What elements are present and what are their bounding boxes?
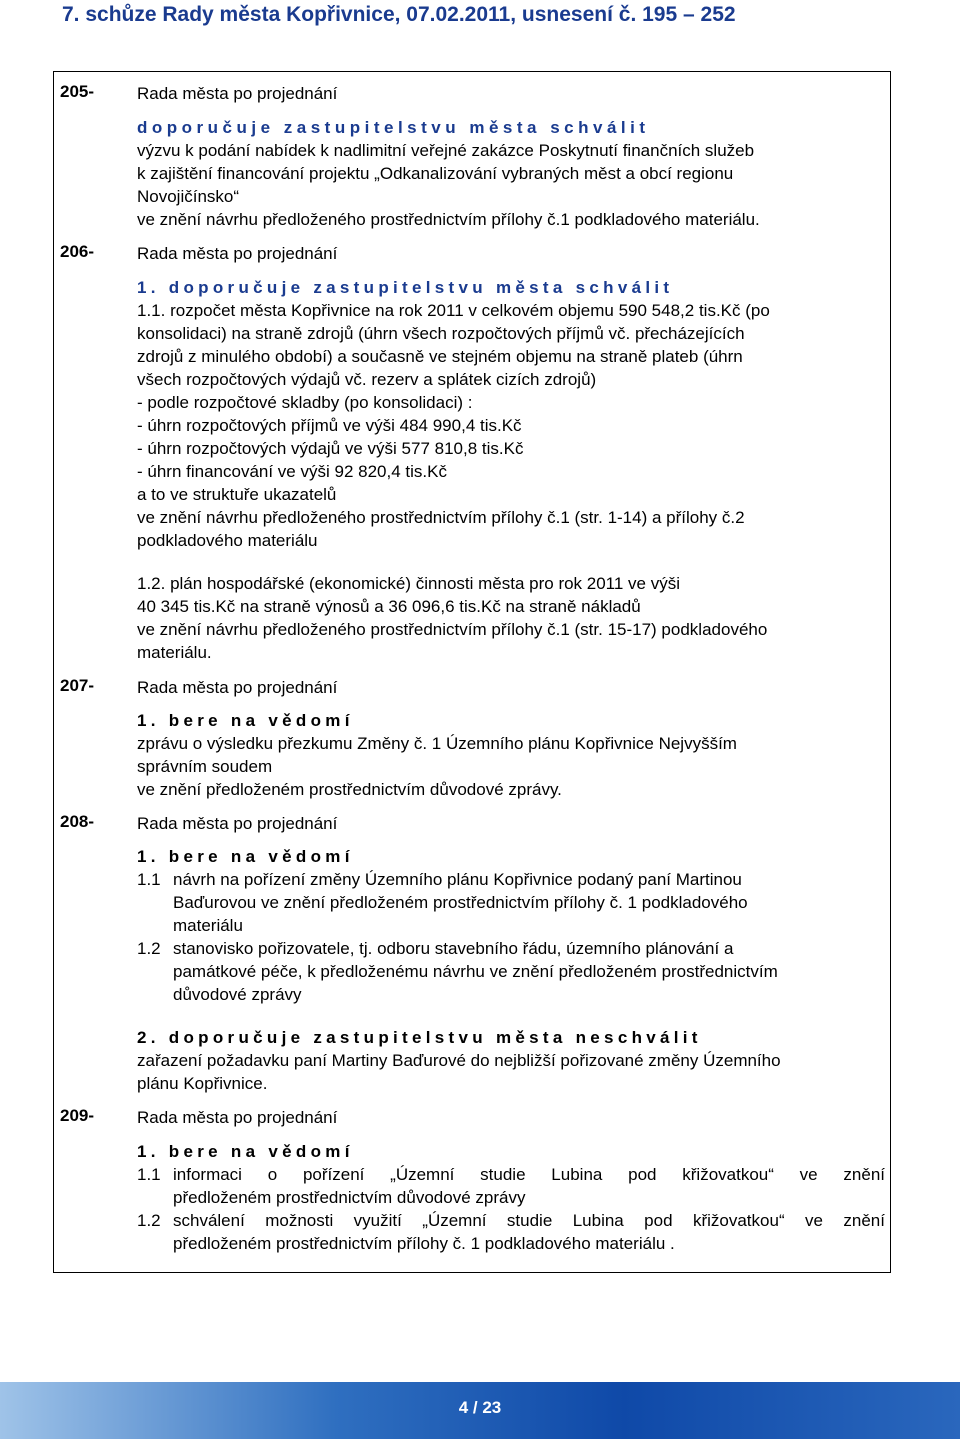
resolution-heading: 1. bere na vědomí (137, 711, 354, 730)
text-line: ve znění předloženém prostřednictvím důvodové zprávy. (137, 780, 562, 799)
page-title: 7. schůze Rady města Kopřivnice, 07.02.2011, usnesení č. 195 – 252 (62, 3, 736, 26)
text-line: a to ve struktuře ukazatelů (137, 485, 337, 504)
resolution-heading: 2. doporučuje zastupitelstvu města neschválit (137, 1028, 702, 1047)
text-line: ve znění návrhu předloženého prostřednictvím přílohy č.1 (str. 1-14) a přílohy č.2 (137, 508, 745, 527)
text-line: stanovisko pořizovatele, tj. odboru stavebního řádu, územního plánování a (173, 939, 734, 958)
text-line: konsolidaci) na straně zdrojů (úhrn všech rozpočtových příjmů vč. přecházejících (137, 324, 745, 343)
text-line: materiálu. (137, 643, 212, 662)
resolution-heading: 1. doporučuje zastupitelstvu města schválit (137, 278, 674, 297)
item-number: 1.1 (137, 1165, 161, 1184)
text-line: schválení možnosti využití „Územní studie Lubina pod křižovatkou“ ve znění (173, 1211, 885, 1230)
resolution-intro: Rada města po projednání (137, 678, 338, 697)
resolution-number: 208- (60, 812, 95, 831)
text-line: Baďurovou ve znění předloženém prostřednictvím přílohy č. 1 podkladového (173, 893, 748, 912)
text-line: - úhrn financování ve výši 92 820,4 tis.Kč (137, 462, 447, 481)
resolution-number: 209- (60, 1106, 95, 1125)
resolution-intro: Rada města po projednání (137, 814, 338, 833)
text-line: ve znění návrhu předloženého prostřednictvím přílohy č.1 podkladového materiálu. (137, 210, 760, 229)
resolution-intro: Rada města po projednání (137, 84, 338, 103)
item-number: 1.1 (137, 870, 161, 889)
text-line: materiálu (173, 916, 243, 935)
text-line: 1.1. rozpočet města Kopřivnice na rok 2011 v celkovém objemu 590 548,2 tis.Kč (po (137, 301, 770, 320)
text-line: - úhrn rozpočtových výdajů ve výši 577 810,8 tis.Kč (137, 439, 524, 458)
text-line: 1.2. plán hospodářské (ekonomické) činnosti města pro rok 2011 ve výši (137, 574, 681, 593)
resolution-number: 206- (60, 242, 95, 261)
text-line: 40 345 tis.Kč na straně výnosů a 36 096,6 tis.Kč na straně nákladů (137, 597, 641, 616)
resolution-heading: 1. bere na vědomí (137, 847, 354, 866)
item-number: 1.2 (137, 1211, 161, 1230)
resolution-intro: Rada města po projednání (137, 244, 338, 263)
text-line: k zajištění financování projektu „Odkanalizování vybraných měst a obcí regionu (137, 164, 734, 183)
item-number: 1.2 (137, 939, 161, 958)
text-line: všech rozpočtových výdajů vč. rezerv a splátek cizích zdrojů) (137, 370, 597, 389)
text-line: zprávu o výsledku přezkumu Změny č. 1 Územního plánu Kopřivnice Nejvyšším (137, 734, 737, 753)
text-line: památkové péče, k předloženému návrhu ve znění předloženém prostřednictvím (173, 962, 778, 981)
text-line: informaci o pořízení „Územní studie Lubina pod křižovatkou“ ve znění (173, 1165, 885, 1184)
text-line: zařazení požadavku paní Martiny Baďurové do nejbližší pořizované změny Územního (137, 1051, 781, 1070)
text-line: - úhrn rozpočtových příjmů ve výši 484 990,4 tis.Kč (137, 416, 522, 435)
text-line: Novojičínsko“ (137, 187, 240, 206)
resolution-heading: doporučuje zastupitelstvu města schválit (137, 118, 650, 137)
resolution-heading: 1. bere na vědomí (137, 1142, 354, 1161)
text-line: správním soudem (137, 757, 273, 776)
text-line: návrh na pořízení změny Územního plánu Kopřivnice podaný paní Martinou (173, 870, 742, 889)
text-line: zdrojů z minulého období) a současně ve stejném objemu na straně plateb (úhrn (137, 347, 743, 366)
text-line: plánu Kopřivnice. (137, 1074, 268, 1093)
text-line: ve znění návrhu předloženého prostřednictvím přílohy č.1 (str. 15-17) podkladového (137, 620, 768, 639)
text-line: předloženém prostřednictvím důvodové zprávy (173, 1188, 526, 1207)
text-line: předloženém prostřednictvím přílohy č. 1 podkladového materiálu . (173, 1234, 675, 1253)
page-number: 4 / 23 (458, 1398, 502, 1417)
resolution-intro: Rada města po projednání (137, 1108, 338, 1127)
text-line: výzvu k podání nabídek k nadlimitní veřejné zakázce Poskytnutí finančních služeb (137, 141, 755, 160)
text-line: důvodové zprávy (173, 985, 302, 1004)
resolution-number: 207- (60, 676, 95, 695)
resolution-number: 205- (60, 82, 95, 101)
text-line: - podle rozpočtové skladby (po konsolidaci) : (137, 393, 473, 412)
text-line: podkladového materiálu (137, 531, 318, 550)
